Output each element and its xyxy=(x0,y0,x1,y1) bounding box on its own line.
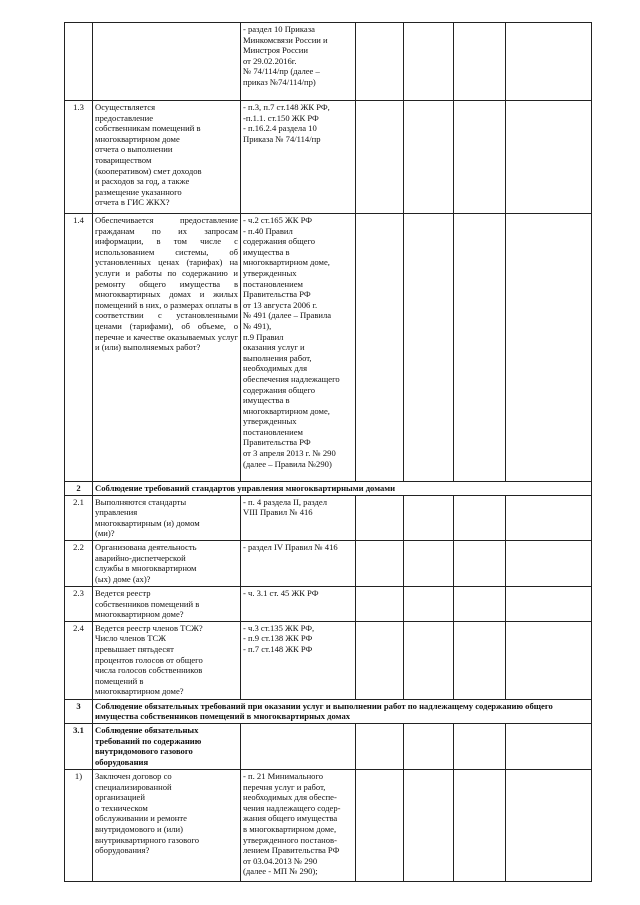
requirement-text: Ведется реестр собственников помещений в многоквартирном доме? xyxy=(93,586,241,621)
answer-no-cell[interactable] xyxy=(404,586,454,621)
requirement-text: Организована деятельность аварийно-диспетчерской службы в многоквартирном (ых) доме (ах)? xyxy=(93,540,241,586)
table-row xyxy=(65,495,592,540)
requirement-text: Заключен договор со специализированной организацией о техническом обслуживании и ремонте внутридомового и (или) внутриквартирного газового оборудования? xyxy=(93,769,241,881)
answer-na-cell[interactable] xyxy=(454,23,506,101)
notes-cell[interactable] xyxy=(506,214,592,482)
section-row xyxy=(65,482,592,496)
answer-no-cell[interactable] xyxy=(404,495,454,540)
answer-na-cell[interactable] xyxy=(454,586,506,621)
requirement-text: Ведется реестр членов ТСЖ? Число членов ТСЖ превышает пятьдесят процентов голосов от общего числа голосов собственников помещений в многоквартирном доме? xyxy=(93,621,241,699)
requirement-text: Осуществляется предоставление собственникам помещений в многоквартирном доме отчета о выполнении товариществом (кооперативом) смет доходов и расходов за год, а также размещение указанного отчета в ГИС ЖКХ? xyxy=(93,101,241,214)
requirement-text: Обеспечивается предоставление гражданам по их запросам информации, в том числе с использованием системы, об установленных ценах (тарифах) на услуги и работы по содержанию и ремонту общего имущества в многоквартирных домах и жилых помещений в них, о размерах оплаты в соответствии с установленными ценами (тарифами), об объеме, о перечне и качестве оказываемых услуг и (или) выполняемых работ? xyxy=(93,214,241,482)
legal-basis-text: - ч.3 ст.135 ЖК РФ, - п.9 ст.138 ЖК РФ - п.7 ст.148 ЖК РФ xyxy=(241,621,356,699)
notes-cell[interactable] xyxy=(506,23,592,101)
requirement-text: Выполняются стандарты управления многоквартирным (и) домом (ми)? xyxy=(93,495,241,540)
answer-na-cell[interactable] xyxy=(454,723,506,769)
answer-yes-cell[interactable] xyxy=(356,23,404,101)
table-row xyxy=(65,621,592,699)
answer-no-cell[interactable] xyxy=(404,101,454,214)
answer-no-cell[interactable] xyxy=(404,769,454,881)
row-number: 2.2 xyxy=(65,540,93,586)
notes-cell[interactable] xyxy=(506,495,592,540)
answer-yes-cell[interactable] xyxy=(356,495,404,540)
notes-cell[interactable] xyxy=(506,586,592,621)
notes-cell[interactable] xyxy=(506,769,592,881)
table-row xyxy=(65,586,592,621)
answer-yes-cell[interactable] xyxy=(356,621,404,699)
inspection-checklist-table xyxy=(64,22,592,882)
subsection-row xyxy=(65,723,592,769)
row-number: 1.3 xyxy=(65,101,93,214)
row-number: 1.4 xyxy=(65,214,93,482)
row-number xyxy=(65,23,93,101)
notes-cell[interactable] xyxy=(506,723,592,769)
table-row xyxy=(65,101,592,214)
table-row xyxy=(65,214,592,482)
answer-no-cell[interactable] xyxy=(404,214,454,482)
answer-yes-cell[interactable] xyxy=(356,769,404,881)
section-number: 2 xyxy=(65,482,93,496)
answer-na-cell[interactable] xyxy=(454,214,506,482)
answer-na-cell[interactable] xyxy=(454,540,506,586)
table-row xyxy=(65,769,592,881)
row-number: 2.3 xyxy=(65,586,93,621)
notes-cell[interactable] xyxy=(506,101,592,214)
legal-basis-text: - п. 4 раздела II, раздел VIII Правил № 416 xyxy=(241,495,356,540)
answer-no-cell[interactable] xyxy=(404,23,454,101)
legal-basis-text xyxy=(241,723,356,769)
answer-na-cell[interactable] xyxy=(454,769,506,881)
legal-basis-text: - раздел 10 Приказа Минкомсвязи России и Минстроя России от 29.02.2016г. № 74/114/пр (далее – приказ №74/114/пр) xyxy=(241,23,356,101)
requirement-text xyxy=(93,23,241,101)
legal-basis-text: - п.3, п.7 ст.148 ЖК РФ, -п.1.1. ст.150 ЖК РФ - п.16.2.4 раздела 10 Приказа № 74/114/пр xyxy=(241,101,356,214)
answer-na-cell[interactable] xyxy=(454,101,506,214)
row-number: 2.4 xyxy=(65,621,93,699)
subsection-number: 3.1 xyxy=(65,723,93,769)
legal-basis-text: - ч.2 ст.165 ЖК РФ - п.40 Правил содержания общего имущества в многоквартирном доме, утвержденных постановлением Правительства РФ от 13 августа 2006 г. № 491 (далее – Правила № 491), п.9 Правил оказания услуг и выполнения работ, необходимых для обеспечения надлежащего содержания общего имущества в многоквартирном доме, утвержденных постановлением Правительства РФ от 3 апреля 2013 г. № 290 (далее – Правила №290) xyxy=(241,214,356,482)
answer-yes-cell[interactable] xyxy=(356,101,404,214)
row-number: 1) xyxy=(65,769,93,881)
answer-yes-cell[interactable] xyxy=(356,540,404,586)
section-title: Соблюдение обязательных требований при оказании услуг и выполнении работ по надлежащему содержанию общего имущества собственников помещений в многоквартирных домах xyxy=(93,699,592,723)
answer-no-cell[interactable] xyxy=(404,723,454,769)
legal-basis-text: - ч. 3.1 ст. 45 ЖК РФ xyxy=(241,586,356,621)
answer-no-cell[interactable] xyxy=(404,540,454,586)
section-number: 3 xyxy=(65,699,93,723)
answer-na-cell[interactable] xyxy=(454,621,506,699)
section-row xyxy=(65,699,592,723)
subsection-title: Соблюдение обязательных требований по содержанию внутридомового газового оборудования xyxy=(93,723,241,769)
table-row xyxy=(65,23,592,101)
row-number: 2.1 xyxy=(65,495,93,540)
notes-cell[interactable] xyxy=(506,540,592,586)
answer-no-cell[interactable] xyxy=(404,621,454,699)
answer-yes-cell[interactable] xyxy=(356,586,404,621)
notes-cell[interactable] xyxy=(506,621,592,699)
answer-na-cell[interactable] xyxy=(454,495,506,540)
section-title: Соблюдение требований стандартов управления многоквартирными домами xyxy=(93,482,592,496)
answer-yes-cell[interactable] xyxy=(356,214,404,482)
legal-basis-text: - раздел IV Правил № 416 xyxy=(241,540,356,586)
answer-yes-cell[interactable] xyxy=(356,723,404,769)
table-row xyxy=(65,540,592,586)
legal-basis-text: - п. 21 Минимального перечня услуг и работ, необходимых для обеспе- чения надлежащего содер- жания общего имущества в многоквартирном доме, утвержденного постанов- лением Правительства РФ от 03.04.2013 № 290 (далее - МП № 290); xyxy=(241,769,356,881)
